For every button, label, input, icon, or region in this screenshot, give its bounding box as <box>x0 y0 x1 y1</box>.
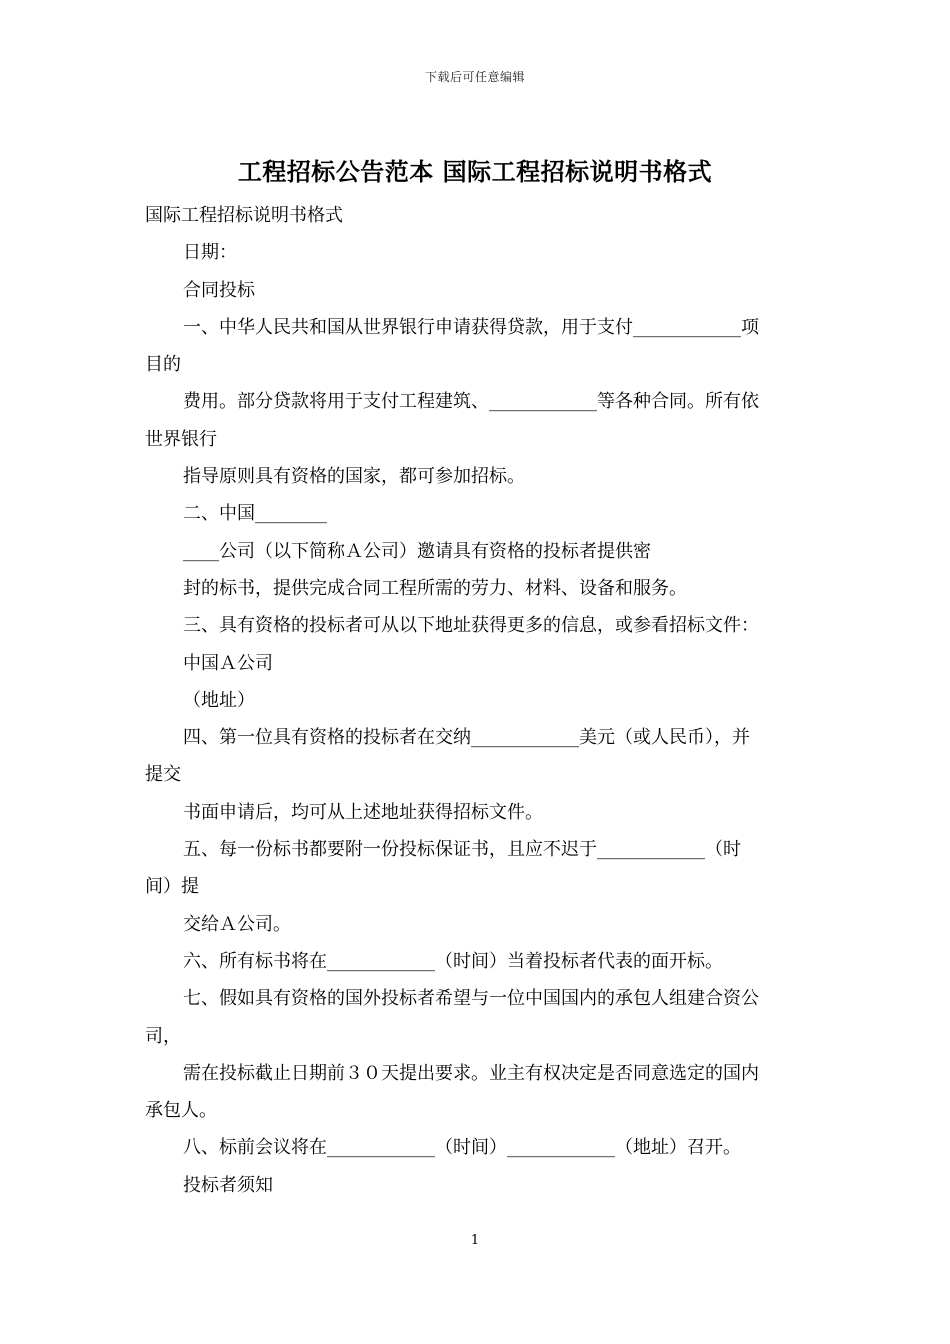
paragraph-line: 间）提 <box>145 876 199 898</box>
paragraph-line: 书面申请后，均可从上述地址获得招标文件。 <box>183 801 543 823</box>
paragraph-line: 需在投标截止日期前３０天提出要求。业主有权决定是否同意选定的国内 <box>183 1062 759 1084</box>
paragraph-line: 世界银行 <box>145 428 217 450</box>
subtitle-line: 国际工程招标说明书格式 <box>145 205 343 226</box>
paragraph-line: 费用。部分贷款将用于支付工程建筑、____________等各种合同。所有依 <box>183 391 759 413</box>
page-number: 1 <box>470 1233 480 1248</box>
paragraph-line: 五、每一份标书都要附一份投标保证书，且应不迟于____________（时 <box>183 839 741 861</box>
paragraph-line: 目的 <box>145 354 181 376</box>
paragraph-line: 七、假如具有资格的国外投标者希望与一位中国国内的承包人组建合资公 <box>183 988 759 1010</box>
paragraph-line: 指导原则具有资格的国家，都可参加招标。 <box>183 466 525 488</box>
paragraph-line: 封的标书，提供完成合同工程所需的劳力、材料、设备和服务。 <box>183 577 687 599</box>
document-title: 工程招标公告范本 国际工程招标说明书格式 <box>237 157 713 186</box>
paragraph-line: 四、第一位具有资格的投标者在交纳____________美元（或人民币），并 <box>183 727 750 749</box>
paragraph-line: 提交 <box>145 764 181 786</box>
paragraph-line: 六、所有标书将在____________（时间）当着投标者代表的面开标。 <box>183 950 723 972</box>
paragraph-line: 司， <box>145 1025 181 1047</box>
paragraph-line: 八、标前会议将在____________（时间）____________（地址）召开。 <box>183 1137 741 1159</box>
contract-bid-line: 合同投标 <box>183 279 255 301</box>
paragraph-line: 中国Ａ公司 <box>183 652 273 674</box>
document-body <box>145 197 810 1204</box>
page-header: 下载后可任意编辑 <box>424 70 525 84</box>
paragraph-line: 三、具有资格的投标者可从以下地址获得更多的信息，或参看招标文件： <box>183 615 759 637</box>
paragraph-line: 一、中华人民共和国从世界银行申请获得贷款，用于支付____________项 <box>183 316 759 338</box>
section-heading: 投标者须知 <box>183 1174 273 1196</box>
paragraph-line: 承包人。 <box>145 1100 217 1122</box>
paragraph-line: 二、中国________ <box>183 503 327 525</box>
paragraph-line: ____公司（以下简称Ａ公司）邀请具有资格的投标者提供密 <box>183 540 651 562</box>
paragraph-line: 交给Ａ公司。 <box>183 913 291 935</box>
paragraph-line: （地址） <box>183 689 255 711</box>
date-line: 日期： <box>183 242 237 264</box>
